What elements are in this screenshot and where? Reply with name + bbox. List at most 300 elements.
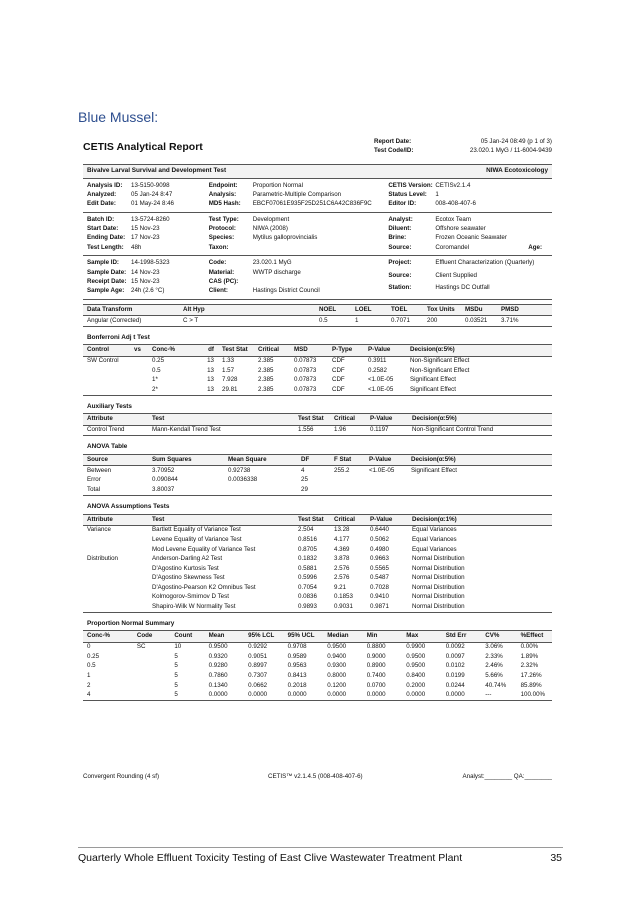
table-cell: 0.5 <box>152 366 161 374</box>
table-cell: 0.9000 <box>366 652 386 660</box>
table-cell: Error <box>87 476 101 484</box>
table-row <box>83 671 552 681</box>
table-cell: 1.96 <box>330 425 366 436</box>
field-label: Source: <box>388 271 412 279</box>
assumptions-title: ANOVA Assumptions Tests <box>87 502 170 510</box>
table-cell: Non-Significant Effect <box>410 357 470 365</box>
table-cell <box>133 691 170 701</box>
report-date: 05 Jan-24 08:49 (p 1 of 3) <box>480 138 552 145</box>
column-header: P-Value <box>364 345 406 356</box>
info-column <box>209 216 389 252</box>
table-cell: 0.03521 <box>461 315 497 326</box>
table-cell: 4 <box>83 691 133 701</box>
column-header: P-Type <box>328 345 364 356</box>
table-cell: 0.9500 <box>327 643 347 651</box>
column-header: Critical <box>254 345 290 356</box>
table-cell: Control Trend <box>83 425 148 436</box>
table-row <box>83 652 552 662</box>
table-cell: 0.0199 <box>445 672 465 680</box>
table-cell <box>130 385 148 395</box>
table-header-row <box>83 345 552 356</box>
field-label: Batch ID: <box>87 215 115 223</box>
table-cell: 3.80037 <box>148 485 224 495</box>
column-header: LOEL <box>351 304 387 315</box>
column-header: MSD <box>290 345 328 356</box>
field-value: 23.020.1 MyG <box>252 259 292 267</box>
table-cell: Anderson-Darling A2 Test <box>152 555 223 563</box>
cetis-version: CETIS™ v2.1.4.5 (008-408-407-6) <box>268 773 363 780</box>
table-cell: 0.0000 <box>363 691 403 701</box>
table-cell: 0.0000 <box>284 691 324 701</box>
column-header: MSDu <box>461 304 497 315</box>
field-label: Analysis ID: <box>87 181 123 189</box>
table-cell: 0.7860 <box>208 672 228 680</box>
table-row <box>83 385 552 395</box>
table-cell <box>235 315 315 326</box>
table-cell: CDF <box>332 357 345 365</box>
field-value: 1 <box>435 191 439 198</box>
table-row <box>83 485 552 495</box>
column-header: Tox Units <box>423 304 461 315</box>
table-cell: Normal Distribution <box>412 564 465 572</box>
field-value: Proportion Normal <box>252 181 303 189</box>
column-header <box>235 304 315 315</box>
summary-table <box>83 630 552 701</box>
report-footer <box>83 773 552 780</box>
table-cell: Significant Effect <box>411 466 457 474</box>
column-header: Test Stat <box>294 514 330 525</box>
info-column <box>209 259 389 295</box>
table-cell: 13 <box>198 385 218 395</box>
table-row <box>83 564 552 574</box>
table-cell: 0.07873 <box>294 376 317 384</box>
table-cell: 2.32% <box>520 662 539 670</box>
field-label: Test Length: <box>87 243 124 251</box>
table-cell: Mann-Kendall Trend Test <box>148 425 294 436</box>
footer-divider <box>78 847 563 848</box>
column-header: Count <box>170 631 204 642</box>
table-cell: 0.9300 <box>327 662 347 670</box>
table-cell: 5 <box>174 672 178 680</box>
column-header: 95% UCL <box>284 631 324 642</box>
table-cell: 0.1200 <box>327 681 347 689</box>
table-cell: 0.5881 <box>298 564 317 572</box>
table-cell <box>330 485 365 495</box>
lab-name: NIWA Ecotoxicology <box>486 167 548 174</box>
column-header: DF <box>297 454 330 465</box>
column-header: Attribute <box>83 514 148 525</box>
column-header: Test Stat <box>294 414 330 425</box>
table-cell: 0.7071 <box>387 315 423 326</box>
sample-info <box>83 256 552 299</box>
table-row <box>83 583 552 593</box>
table-cell: 0.2000 <box>406 681 426 689</box>
table-cell: 0.8400 <box>406 672 426 680</box>
table-row <box>83 602 552 612</box>
field-value: Hastings DC Outfall <box>435 284 490 292</box>
field-value: Ecotox Team <box>435 215 471 223</box>
table-cell: 0.9400 <box>327 652 347 660</box>
info-column <box>87 182 209 209</box>
data-transform-table <box>83 304 552 327</box>
anova-section <box>83 439 552 496</box>
table-cell: 2.385 <box>258 376 274 384</box>
table-cell: 0 <box>87 643 91 651</box>
table-cell: 0.5062 <box>370 536 389 544</box>
page-number: 35 <box>550 852 562 864</box>
anova-table <box>83 454 552 496</box>
table-cell: 0.2582 <box>368 366 387 374</box>
table-cell <box>133 681 170 691</box>
field-label: Edit Date: <box>87 200 116 208</box>
batch-info <box>83 213 552 256</box>
field-value: Frozen Oceanic Seawater <box>435 234 507 242</box>
column-header: Alt Hyp <box>179 304 235 315</box>
table-cell <box>330 476 365 486</box>
field-value: 13-5724-8260 <box>131 215 170 223</box>
column-header: 95% LCL <box>244 631 284 642</box>
table-cell: 0.07873 <box>294 366 317 374</box>
table-cell <box>365 485 407 495</box>
table-row <box>83 366 552 376</box>
field-label: Endpoint: <box>208 181 238 189</box>
table-cell: 0.9871 <box>366 602 408 612</box>
assumptions-section <box>83 499 552 613</box>
table-cell: 0.8997 <box>248 662 268 670</box>
table-cell: 0.5 <box>315 315 351 326</box>
table-cell: 0.07873 <box>294 357 317 365</box>
field-value: 15 Nov-23 <box>131 225 160 233</box>
table-cell: 0.9500 <box>208 643 228 651</box>
table-cell <box>83 535 148 545</box>
table-cell <box>130 366 148 376</box>
table-cell <box>83 385 130 395</box>
table-cell: 0.9589 <box>287 652 307 660</box>
table-cell: Normal Distribution <box>412 593 465 601</box>
field-value: 48h <box>131 243 142 251</box>
table-cell: <1.0E-05 <box>364 385 406 395</box>
table-header-row <box>83 454 552 465</box>
column-header: Mean Square <box>224 454 297 465</box>
column-header: Data Transform <box>83 304 179 315</box>
table-cell: 5 <box>170 691 204 701</box>
column-header: vs <box>130 345 148 356</box>
table-cell: 255.2 <box>334 466 350 474</box>
table-cell: Equal Variances <box>412 536 457 544</box>
column-header: %Effect <box>517 631 552 642</box>
table-cell: 0.9031 <box>330 602 366 612</box>
table-cell <box>133 671 170 681</box>
table-cell: 0.1197 <box>366 425 408 436</box>
table-cell: Distribution <box>87 555 118 563</box>
column-header: Code <box>133 631 170 642</box>
field-value: Parametric-Multiple Comparison <box>252 191 342 198</box>
table-cell: Non-Significant Control Trend <box>408 425 552 436</box>
table-row <box>83 476 552 486</box>
field-label: CETIS Version: <box>388 181 433 189</box>
table-cell <box>407 476 552 486</box>
table-cell: 0.0000 <box>244 691 284 701</box>
table-cell: 100.00% <box>517 691 552 701</box>
field-value: 14 Nov-23 <box>131 268 160 276</box>
info-column <box>388 216 548 252</box>
table-cell: 0.8900 <box>366 662 386 670</box>
field-value <box>253 244 389 252</box>
field-value: 008-408-407-6 <box>435 200 476 208</box>
field-value: 15 Nov-23 <box>131 277 160 285</box>
table-cell: CDF <box>332 376 345 384</box>
table-cell: Normal Distribution <box>408 602 552 612</box>
table-cell: 2.385 <box>258 357 274 365</box>
column-header: Test Stat <box>218 345 254 356</box>
table-cell: CDF <box>332 366 345 374</box>
table-cell <box>130 356 148 366</box>
table-cell: 0.5 <box>87 662 96 670</box>
table-header-row <box>83 304 552 315</box>
table-cell: 0.6440 <box>370 526 389 534</box>
table-cell <box>83 545 148 555</box>
column-header: P-Value <box>365 454 407 465</box>
table-cell: 1 <box>87 672 91 680</box>
table-cell: 1.556 <box>294 425 330 436</box>
table-cell: 0.9280 <box>208 662 228 670</box>
table-row <box>83 593 552 603</box>
field-value: Client Supplied <box>435 271 477 279</box>
data-transform-section <box>83 304 552 327</box>
table-row <box>83 425 552 436</box>
table-cell: D'Agostino Skewness Test <box>152 574 225 582</box>
table-cell: 0.0000 <box>402 691 442 701</box>
auxiliary-title: Auxiliary Tests <box>87 402 132 410</box>
anova-title: ANOVA Table <box>87 443 128 451</box>
table-cell: 0.0036338 <box>228 476 258 484</box>
table-cell: 0.8800 <box>366 643 386 651</box>
cetis-report <box>83 138 552 701</box>
field-value: Hastings District Council <box>252 287 320 295</box>
table-cell: 0.8705 <box>298 545 317 553</box>
field-label: Sample Age: <box>87 287 125 295</box>
table-cell: CDF <box>328 385 364 395</box>
table-row <box>83 535 552 545</box>
column-header: F Stat <box>330 454 365 465</box>
column-header: P-Value <box>366 514 408 525</box>
table-cell: 0.9900 <box>406 643 426 651</box>
table-row <box>83 545 552 555</box>
table-cell: 5 <box>174 662 178 670</box>
field-value: Coromandel <box>435 243 470 251</box>
table-cell: 85.89% <box>520 681 542 689</box>
table-cell: 29 <box>297 485 330 495</box>
table-cell <box>83 376 130 386</box>
table-cell: 2* <box>148 385 198 395</box>
table-cell: 0.3911 <box>368 357 387 365</box>
assumptions-table <box>83 514 552 613</box>
field-value: 01 May-24 8:46 <box>131 200 174 208</box>
table-cell: 0.5996 <box>298 574 317 582</box>
test-name: Bivalve Larval Survival and Development Test <box>87 167 227 174</box>
table-cell: 5 <box>174 681 178 689</box>
column-header: PMSD <box>497 304 552 315</box>
table-cell: 5 <box>174 652 178 660</box>
table-cell: 0.92738 <box>228 466 251 474</box>
column-header: Test <box>148 414 294 425</box>
field-label: Material: <box>208 268 235 276</box>
table-cell <box>83 564 148 574</box>
table-cell: 0.00% <box>520 643 539 651</box>
table-cell: 0.8516 <box>298 536 317 544</box>
table-cell: 0.0700 <box>366 681 386 689</box>
table-cell <box>83 583 148 593</box>
column-header: P-Value <box>366 414 408 425</box>
field-label: Diluent: <box>388 225 412 233</box>
field-label: Test Type: <box>208 215 239 223</box>
column-header: Decision(α:5%) <box>406 345 552 356</box>
table-cell: D'Agostino-Pearson K2 Omnibus Test <box>152 583 256 591</box>
auxiliary-section <box>83 399 552 437</box>
table-cell: 13.28 <box>334 526 350 534</box>
table-row <box>83 315 552 326</box>
column-header: NOEL <box>315 304 351 315</box>
column-header: Source <box>83 454 148 465</box>
field-label: Code: <box>208 259 227 267</box>
table-cell: Non-Significant Effect <box>410 366 470 374</box>
field-value: Offshore seawater <box>435 225 486 233</box>
field-value: 05 Jan-24 8:47 <box>131 191 173 198</box>
table-cell: 200 <box>423 315 461 326</box>
table-cell: 10 <box>174 643 182 651</box>
test-code: 23.020.1 MyG / 11-6004-9439 <box>469 147 552 155</box>
column-header: df <box>198 345 218 356</box>
table-cell: 0.9410 <box>370 593 389 601</box>
table-cell: 4 <box>301 466 305 474</box>
table-row <box>83 574 552 584</box>
table-cell: 1.33 <box>222 357 235 365</box>
table-cell: 7.928 <box>222 376 238 384</box>
table-cell: 0.07873 <box>290 385 328 395</box>
column-header: Critical <box>330 414 366 425</box>
table-cell <box>83 574 148 584</box>
field-value: 24h (2.6 °C) <box>131 287 165 295</box>
column-header: Std Err <box>442 631 482 642</box>
table-cell: 13 <box>207 357 214 365</box>
field-label: Taxon: <box>208 243 229 251</box>
field-label: Source: <box>388 243 412 251</box>
table-cell: 17.26% <box>520 672 542 680</box>
table-cell: Normal Distribution <box>412 574 465 582</box>
column-header: TOEL <box>387 304 423 315</box>
field-value: 13-5150-9098 <box>131 181 170 189</box>
table-cell: 1* <box>152 376 158 384</box>
column-header: Conc-% <box>83 631 133 642</box>
table-cell: 1 <box>351 315 387 326</box>
field-label: Status Level: <box>388 191 427 198</box>
column-header: Test <box>148 514 294 525</box>
table-cell <box>83 593 148 603</box>
table-cell <box>133 652 170 662</box>
field-label: Ending Date: <box>87 234 126 242</box>
table-cell <box>133 662 170 672</box>
field-label: Station: <box>388 284 412 292</box>
table-cell <box>224 485 297 495</box>
table-cell: 2.46% <box>485 662 503 670</box>
table-cell: 0.0000 <box>442 691 482 701</box>
field-value: 14-1998-5323 <box>131 259 170 267</box>
table-row <box>83 691 552 701</box>
field-label: Receipt Date: <box>87 277 127 285</box>
column-header: Control <box>83 345 130 356</box>
table-cell: Between <box>87 466 112 474</box>
column-header: Max <box>402 631 442 642</box>
field-value: WWTP discharge <box>252 268 301 276</box>
info-column <box>87 216 209 252</box>
table-cell: 0.4980 <box>370 545 389 553</box>
report-date-label: Report Date: <box>374 138 412 145</box>
table-cell: 5.66% <box>485 672 503 680</box>
field-label: Editor ID: <box>388 200 417 208</box>
test-name-bar <box>83 164 552 179</box>
signoff: Analyst:________ QA:________ <box>462 773 552 780</box>
table-cell: 0.7307 <box>248 672 268 680</box>
table-cell: 0.0000 <box>205 691 245 701</box>
table-cell: 3.71% <box>497 315 552 326</box>
field-label: Analysis: <box>208 191 237 198</box>
table-cell: SW Control <box>87 357 119 365</box>
table-cell: 0.0836 <box>298 593 317 601</box>
table-cell: 1.57 <box>222 366 235 374</box>
field-label: Species: <box>208 234 235 242</box>
table-cell: Significant Effect <box>406 385 552 395</box>
field-label: MD5 Hash: <box>208 200 241 208</box>
table-cell: C > T <box>179 315 235 326</box>
table-cell: 13 <box>207 376 214 384</box>
field-label: Project: <box>388 259 412 267</box>
field-label: Sample ID: <box>87 259 119 267</box>
bonferroni-section <box>83 330 552 396</box>
analysis-info <box>83 179 552 213</box>
table-row <box>83 681 552 691</box>
table-cell: --- <box>481 691 516 701</box>
table-cell: 3.06% <box>485 643 503 651</box>
table-cell: 0.9500 <box>406 652 426 660</box>
table-cell: SC <box>136 643 146 651</box>
column-header: Conc-% <box>148 345 198 356</box>
report-meta <box>374 138 552 156</box>
table-cell: 13 <box>207 366 214 374</box>
table-row <box>83 555 552 565</box>
table-cell: <1.0E-05 <box>368 376 394 384</box>
table-cell: 2.33% <box>485 652 503 660</box>
field-value: Development <box>252 215 290 223</box>
table-cell: Mod Levene Equality of Variance Test <box>152 545 256 553</box>
age-label: Age: <box>528 243 542 251</box>
field-label: CAS (PC): <box>208 277 239 285</box>
table-cell: 2.385 <box>258 366 274 374</box>
table-cell: 0.0000 <box>323 691 363 701</box>
table-cell: <1.0E-05 <box>369 466 395 474</box>
field-value: CETISv2.1.4 <box>435 181 471 189</box>
report-header <box>83 138 552 164</box>
table-cell: 0.9051 <box>248 652 268 660</box>
table-cell: 0.0662 <box>248 681 268 689</box>
table-cell: 0.9292 <box>248 643 268 651</box>
table-cell <box>407 485 552 495</box>
table-cell: 0.9663 <box>370 555 389 563</box>
table-cell: 29.81 <box>218 385 254 395</box>
field-label: Sample Date: <box>87 268 127 276</box>
summary-section <box>83 616 552 701</box>
table-cell: Normal Distribution <box>412 555 465 563</box>
table-cell: Total <box>83 485 148 495</box>
